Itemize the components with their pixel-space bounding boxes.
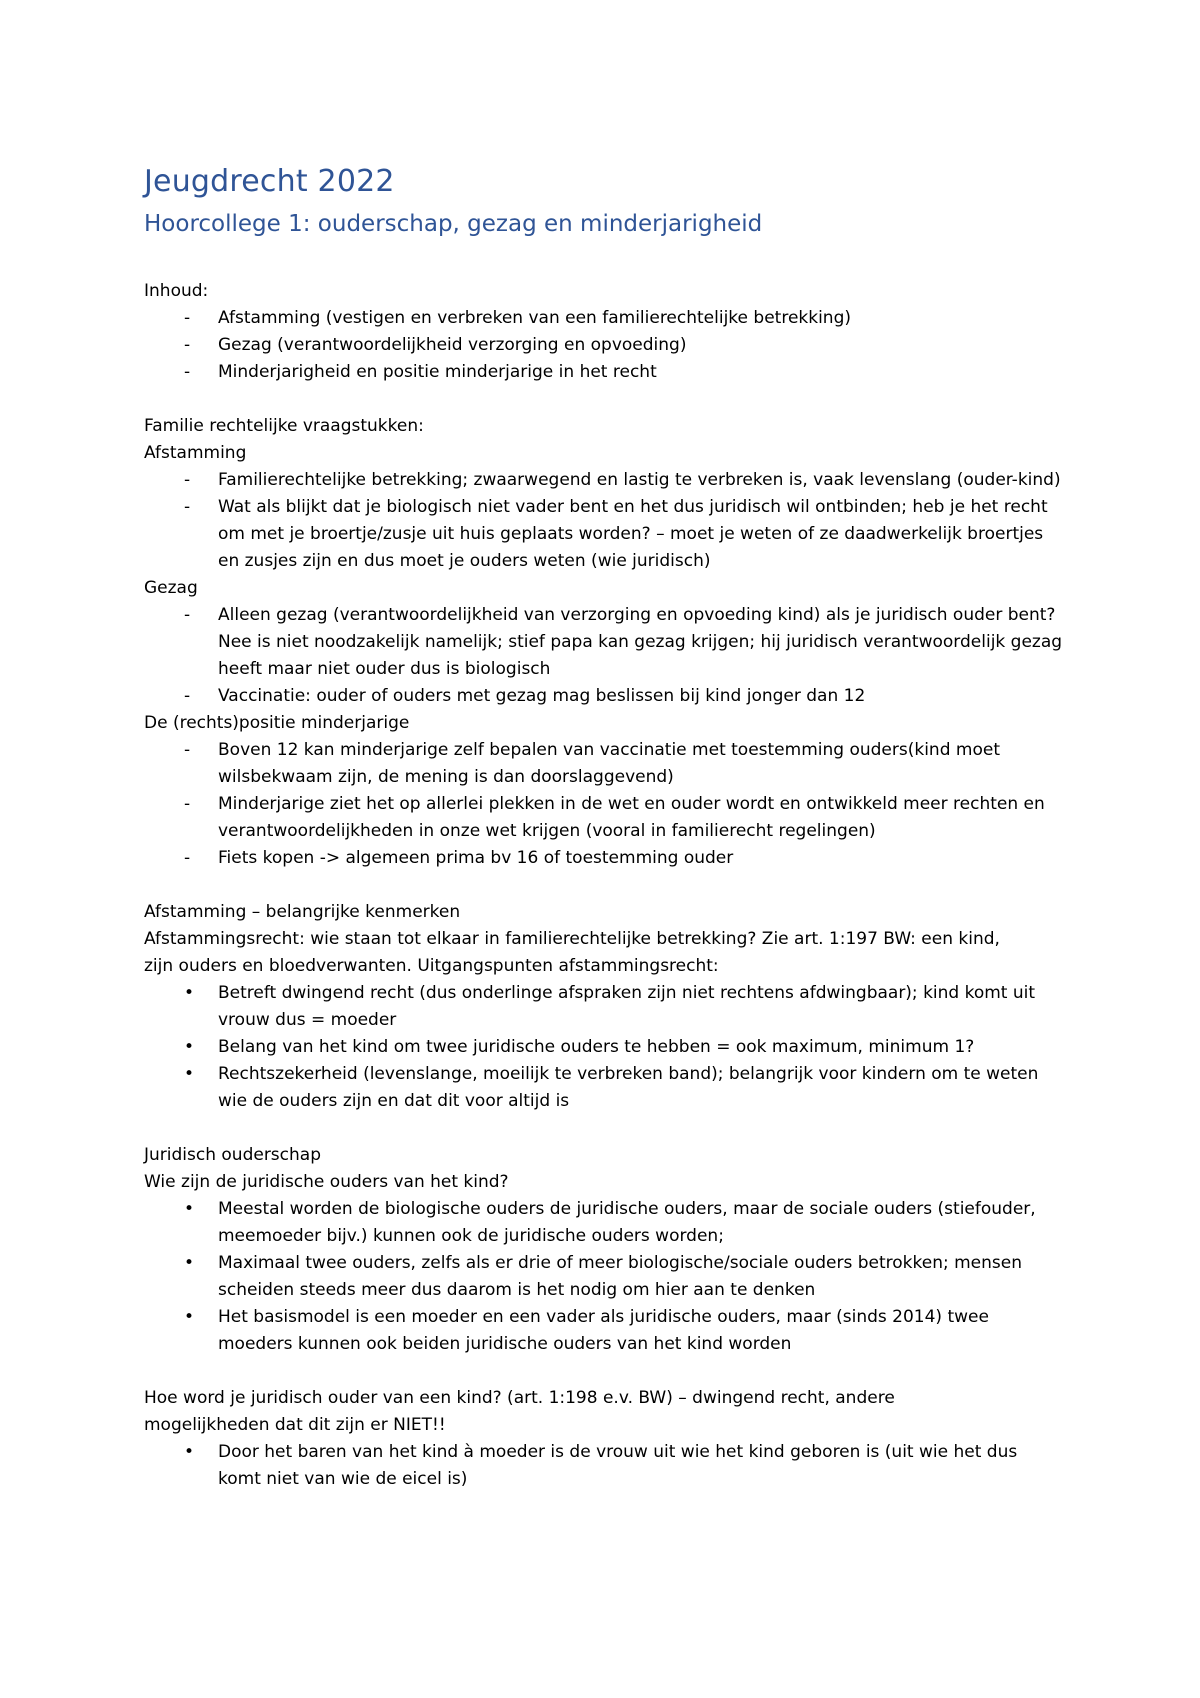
section-heading: Inhoud:: [144, 281, 209, 301]
list-item-text: Door het baren van het kind à moeder is de vrouw uit wie het kind geboren is (uit wie het dus komt niet van wie de eicel is): [218, 1442, 1018, 1489]
list-item-text: Afstamming (vestigen en verbreken van een familierechtelijke betrekking): [218, 308, 852, 328]
blank-line: [144, 1358, 1064, 1385]
section-subheading: Afstamming: [144, 443, 247, 463]
dash-marker: -: [184, 686, 191, 706]
bullet-marker: •: [184, 1442, 195, 1462]
list-item: [144, 683, 1064, 710]
section-heading: Hoe word je juridisch ouder van een kind? (art. 1:198 e.v. BW) – dwingend recht, andere: [144, 1388, 895, 1408]
bullet-marker: •: [184, 1307, 195, 1327]
dash-marker: -: [184, 794, 191, 814]
section-heading: Juridisch ouderschap: [144, 1145, 321, 1165]
list-item: [144, 980, 1064, 1034]
list-item-text: Familierechtelijke betrekking; zwaarwegend en lastig te verbreken is, vaak levenslang (ouder-kind): [218, 470, 1061, 490]
section-heading: Gezag: [144, 578, 198, 598]
list-item: [144, 494, 1064, 575]
dash-marker: -: [184, 308, 191, 328]
section-rechtspositie: [144, 710, 1064, 872]
section-heading: Familie rechtelijke vraagstukken:: [144, 416, 424, 436]
list-item: [144, 845, 1064, 872]
section-paragraph-line: zijn ouders en bloedverwanten. Uitgangspunten afstammingsrecht:: [144, 956, 719, 976]
list-item-text: Minderjarige ziet het op allerlei plekken in de wet en ouder wordt en ontwikkeld meer rechten en verantwoordelijkheden in onze wet krijgen (vooral in familierecht regelingen): [218, 794, 1045, 841]
list-item-text: Minderjarigheid en positie minderjarige in het recht: [218, 362, 657, 382]
list-item-text: Fiets kopen -> algemeen prima bv 16 of toestemming ouder: [218, 848, 734, 868]
bullet-marker: •: [184, 983, 195, 1003]
dash-marker: -: [184, 362, 191, 382]
item-list: [144, 602, 1064, 710]
list-item: [144, 1061, 1064, 1115]
list-item-text: Boven 12 kan minderjarige zelf bepalen van vaccinatie met toestemming ouders(kind moet wilsbekwaam zijn, de mening is dan doorslaggevend): [218, 740, 1000, 787]
section-contents: [144, 278, 1064, 386]
list-item-text: Maximaal twee ouders, zelfs als er drie of meer biologische/sociale ouders betrokken; mensen scheiden steeds meer dus daarom is het nodig om hier aan te denken: [218, 1253, 1022, 1300]
list-item: [144, 1250, 1064, 1304]
section-juridisch-ouderschap: [144, 1142, 1064, 1358]
item-list: [144, 980, 1064, 1115]
dash-marker: -: [184, 470, 191, 490]
document-subtitle: Hoorcollege 1: ouderschap, gezag en minderjarigheid: [144, 211, 763, 237]
bullet-marker: •: [184, 1199, 195, 1219]
list-item: [144, 1304, 1064, 1358]
item-list: [144, 305, 1064, 386]
blank-line: [144, 1115, 1064, 1142]
dash-marker: -: [184, 335, 191, 355]
list-item: [144, 602, 1064, 683]
list-item: [144, 791, 1064, 845]
bullet-marker: •: [184, 1037, 195, 1057]
list-item: [144, 305, 1064, 332]
item-list: [144, 737, 1064, 872]
list-item-text: Het basismodel is een moeder en een vader als juridische ouders, maar (sinds 2014) twee moeders kunnen ook beiden juridische ouders van het kind worden: [218, 1307, 989, 1354]
bullet-marker: •: [184, 1253, 195, 1273]
list-item-text: Vaccinatie: ouder of ouders met gezag mag beslissen bij kind jonger dan 12: [218, 686, 866, 706]
blank-line: [144, 386, 1064, 413]
item-list: [144, 1439, 1064, 1493]
dash-marker: -: [184, 605, 191, 625]
dash-marker: -: [184, 848, 191, 868]
list-item-text: Wat als blijkt dat je biologisch niet vader bent en het dus juridisch wil ontbinden; heb je het recht om met je broertje/zusje uit huis geplaats worden? – moet je weten of ze daadwerkelijk broertjes en zusjes zijn en dus moet je ouders weten (wie juridisch): [218, 497, 1048, 571]
item-list: [144, 467, 1064, 575]
section-paragraph-line: Afstammingsrecht: wie staan tot elkaar in familierechtelijke betrekking? Zie art. 1:197 BW: een kind,: [144, 929, 1000, 949]
item-list: [144, 1196, 1064, 1358]
document-title: Jeugdrecht 2022: [144, 164, 395, 199]
section-afstamming: [144, 413, 1064, 575]
document-body: [144, 162, 1064, 1493]
list-item: [144, 737, 1064, 791]
section-heading: De (rechts)positie minderjarige: [144, 713, 410, 733]
bullet-marker: •: [184, 1064, 195, 1084]
list-item: [144, 359, 1064, 386]
section-hoe-juridisch-ouder: [144, 1385, 1064, 1493]
dash-marker: -: [184, 497, 191, 517]
section-heading: Afstamming – belangrijke kenmerken: [144, 902, 461, 922]
section-paragraph-line: mogelijkheden dat dit zijn er NIET!!: [144, 1415, 446, 1435]
spacer: [144, 240, 1064, 278]
list-item: [144, 1034, 1064, 1061]
list-item: [144, 1439, 1064, 1493]
list-item-text: Meestal worden de biologische ouders de juridische ouders, maar de sociale ouders (stiefouder, meemoeder bijv.) kunnen ook de juridische ouders worden;: [218, 1199, 1036, 1246]
dash-marker: -: [184, 740, 191, 760]
list-item-text: Belang van het kind om twee juridische ouders te hebben = ook maximum, minimum 1?: [218, 1037, 975, 1057]
list-item: [144, 1196, 1064, 1250]
list-item-text: Betreft dwingend recht (dus onderlinge afspraken zijn niet rechtens afdwingbaar); kind komt uit vrouw dus = moeder: [218, 983, 1036, 1030]
section-gezag: [144, 575, 1064, 710]
list-item-text: Alleen gezag (verantwoordelijkheid van verzorging en opvoeding kind) als je juridisch ouder bent? Nee is niet noodzakelijk namelijk; stief papa kan gezag krijgen; hij juridisch verantwoordelijk gezag heeft maar niet ouder dus is biologisch: [218, 605, 1063, 679]
list-item-text: Gezag (verantwoordelijkheid verzorging en opvoeding): [218, 335, 687, 355]
list-item: [144, 467, 1064, 494]
section-kenmerken: [144, 899, 1064, 1115]
blank-line: [144, 872, 1064, 899]
list-item: [144, 332, 1064, 359]
section-question: Wie zijn de juridische ouders van het kind?: [144, 1172, 509, 1192]
list-item-text: Rechtszekerheid (levenslange, moeilijk te verbreken band); belangrijk voor kindern om te weten wie de ouders zijn en dat dit voor altijd is: [218, 1064, 1039, 1111]
